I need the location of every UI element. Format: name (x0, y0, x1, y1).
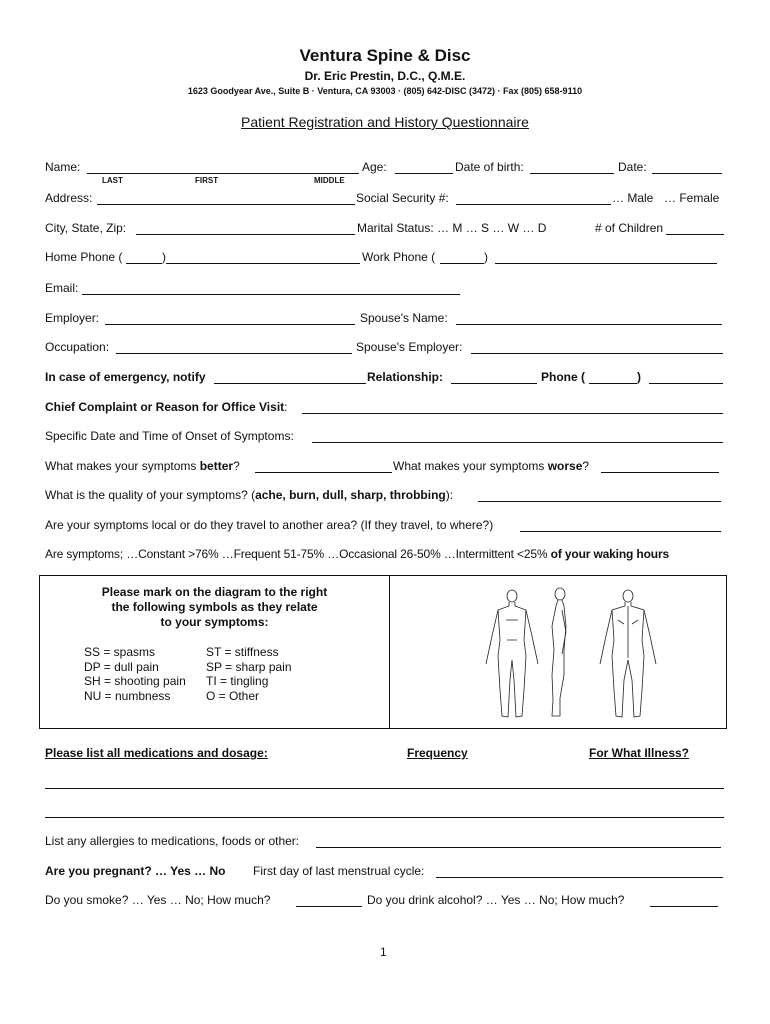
name-middle-caption: MIDDLE (314, 176, 345, 185)
symptom-legend (84, 645, 292, 703)
children-label: # of Children (595, 221, 664, 235)
travel-label: Are your symptoms local or do they travel to another area? (If they travel, to where?) (45, 518, 494, 532)
ssn-label: Social Security #: (356, 191, 449, 205)
dob-label: Date of birth: (455, 160, 524, 174)
city-label: City, State, Zip: (45, 221, 127, 235)
menstrual-label: First day of last menstrual cycle: (253, 864, 425, 878)
smoke-label[interactable]: Do you smoke? … Yes … No; How much? (45, 893, 271, 907)
body-diagram[interactable] (478, 580, 678, 725)
date-field[interactable] (652, 173, 722, 174)
age-label: Age: (362, 160, 387, 174)
legend-row: SS = spasms ST = stiffness (84, 645, 279, 659)
practice-name: Ventura Spine & Disc (299, 46, 471, 65)
employer-label: Employer: (45, 311, 100, 325)
medication-line-2[interactable] (45, 817, 724, 818)
chief-complaint-field[interactable] (302, 413, 723, 414)
work-phone-field[interactable] (495, 263, 717, 264)
alcohol-label[interactable]: Do you drink alcohol? … Yes … No; How much? (367, 893, 625, 907)
side-body-figure (552, 588, 566, 716)
relationship-label: Relationship: (367, 370, 444, 384)
form-title: Patient Registration and History Questionnaire (241, 114, 529, 130)
better-label: What makes your symptoms better? (45, 459, 240, 473)
name-field[interactable] (87, 173, 359, 174)
emergency-phone-area[interactable] (589, 383, 637, 384)
employer-field[interactable] (105, 324, 355, 325)
allergies-field[interactable] (316, 847, 721, 848)
work-phone-close: ) (484, 250, 488, 264)
frequency-options[interactable]: Are symptoms; …Constant >76% …Frequent 51-75% …Occasional 26-50% …Intermittent <25% of your waking hours (45, 547, 669, 561)
name-last-caption: LAST (102, 176, 123, 185)
age-field[interactable] (395, 173, 453, 174)
quality-field[interactable] (478, 501, 721, 502)
symptom-diagram-box (39, 575, 727, 729)
spouse-employer-field[interactable] (471, 353, 723, 354)
emergency-phone-field[interactable] (649, 383, 723, 384)
name-first-caption: FIRST (195, 176, 219, 185)
home-phone-close: ) (162, 250, 166, 264)
marital-status[interactable]: Marital Status: … M … S … W … D (357, 221, 547, 235)
box-divider (389, 576, 390, 728)
onset-field[interactable] (312, 442, 723, 443)
occupation-field[interactable] (116, 353, 352, 354)
emergency-phone-close: ) (637, 370, 641, 384)
worse-label: What makes your symptoms worse? (393, 459, 590, 473)
home-phone-label: Home Phone ( (45, 250, 123, 264)
page-number: 1 (380, 945, 387, 959)
home-phone-area[interactable] (126, 263, 162, 264)
legend-row: NU = numbness O = Other (84, 688, 260, 703)
email-label: Email: (45, 281, 79, 295)
quality-label: What is the quality of your symptoms? (ache, burn, dull, sharp, throbbing): (45, 488, 454, 502)
occupation-label: Occupation: (45, 340, 110, 354)
better-field[interactable] (255, 472, 392, 473)
onset-label: Specific Date and Time of Onset of Symptoms: (45, 429, 294, 443)
address-label: Address: (45, 191, 93, 205)
spouse-name-field[interactable] (456, 324, 722, 325)
spouse-name-label: Spouse's Name: (360, 311, 448, 325)
relationship-field[interactable] (451, 383, 537, 384)
work-phone-label: Work Phone ( (362, 250, 436, 264)
date-label: Date: (618, 160, 647, 174)
ssn-field[interactable] (456, 204, 611, 205)
frequency-header: Frequency (407, 746, 468, 760)
worse-field[interactable] (601, 472, 719, 473)
legend-row: SH = shooting pain TI = tingling (84, 674, 269, 688)
menstrual-field[interactable] (436, 877, 723, 878)
male-checkbox[interactable]: … Male (612, 191, 654, 205)
name-label: Name: (45, 160, 81, 174)
emergency-phone-label: Phone ( (541, 370, 585, 384)
diagram-instructions: Please mark on the diagram to the right the following symbols as they relate to your symptoms: (101, 585, 328, 629)
work-phone-area[interactable] (440, 263, 484, 264)
pregnant-options[interactable]: Are you pregnant? … Yes … No (45, 864, 226, 878)
smoke-field[interactable] (296, 906, 362, 907)
alcohol-field[interactable] (650, 906, 718, 907)
female-checkbox[interactable]: … Female (664, 191, 720, 205)
contact-line: 1623 Goodyear Ave., Suite B · Ventura, CA 93003 · (805) 642-DISC (3472) · Fax (805) 658-9110 (187, 86, 583, 96)
spouse-employer-label: Spouse's Employer: (356, 340, 463, 354)
allergies-label: List any allergies to medications, foods or other: (45, 834, 300, 848)
medications-header: Please list all medications and dosage: (45, 746, 268, 760)
emergency-field[interactable] (214, 383, 366, 384)
chief-complaint-label: Chief Complaint or Reason for Office Visit: (45, 400, 288, 414)
children-field[interactable] (666, 234, 724, 235)
front-body-figure (486, 590, 538, 717)
dob-field[interactable] (530, 173, 614, 174)
medication-line-1[interactable] (45, 788, 724, 789)
emergency-label: In case of emergency, notify (45, 370, 206, 384)
address-field[interactable] (97, 204, 355, 205)
email-field[interactable] (82, 294, 460, 295)
back-body-figure (600, 590, 656, 717)
home-phone-field[interactable] (166, 263, 360, 264)
city-field[interactable] (136, 234, 355, 235)
travel-field[interactable] (520, 531, 721, 532)
doctor-name: Dr. Eric Prestin, D.C., Q.M.E. (304, 69, 466, 83)
legend-row: DP = dull pain SP = sharp pain (84, 659, 292, 674)
illness-header: For What Illness? (589, 746, 690, 760)
